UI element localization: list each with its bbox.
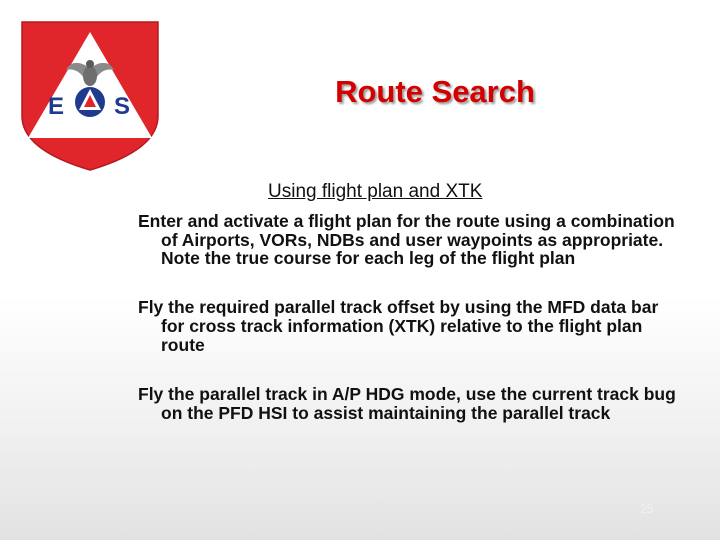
logo-letter-s: S [113, 93, 131, 120]
bullet-item-2: Fly the required parallel track offset by using the MFD data bar for cross track information (XTK) relative to the flight plan route [138, 297, 659, 355]
logo-letter-e: E [47, 93, 65, 120]
slide-number: 25 [640, 502, 654, 516]
bullet-item-1: Enter and activate a flight plan for the route using a combination of Airports, VORs, NDBs and user waypoints as appropriate. Note the true course for each leg of the flight plan [138, 211, 675, 269]
slide-title: Route Search [335, 74, 535, 109]
bullet-item-3: Fly the parallel track in A/P HDG mode, use the current track bug on the PFD HSI to assist maintaining the parallel track [138, 384, 676, 423]
slide-subtitle: Using flight plan and XTK [268, 181, 483, 202]
bullet-list [138, 212, 678, 423]
ces-logo [18, 18, 162, 172]
